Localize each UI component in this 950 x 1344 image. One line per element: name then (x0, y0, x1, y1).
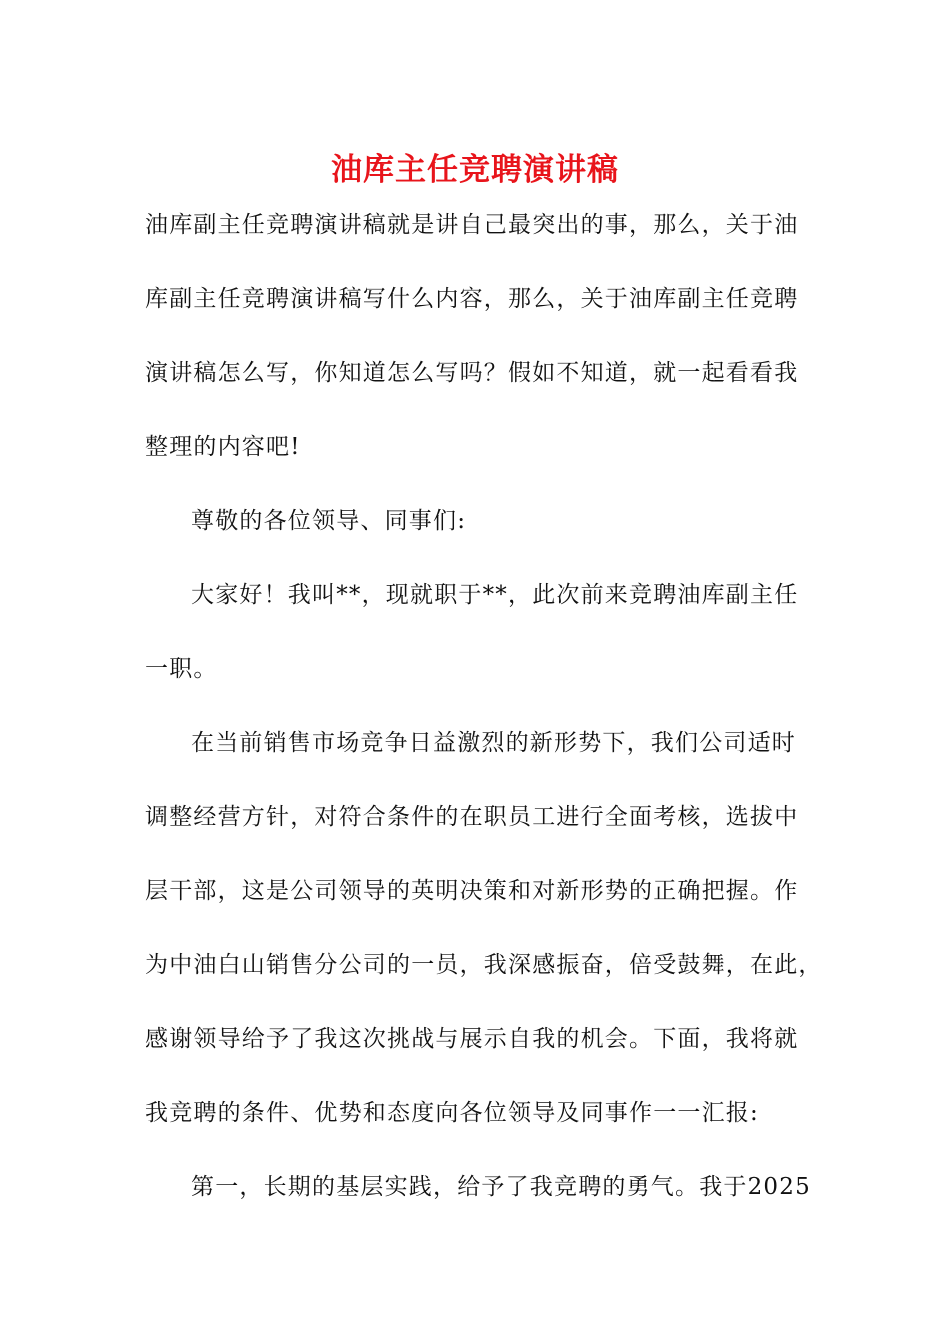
text-line: 整理的内容吧! (145, 434, 301, 460)
text-line: 感谢领导给予了我这次挑战与展示自我的机会。下面，我将就 (145, 1026, 799, 1052)
document-body (145, 188, 823, 1224)
text-line: 大家好！我叫**，现就职于**，此次前来竞聘油库副主任 (191, 582, 799, 608)
text-line: 库副主任竞聘演讲稿写什么内容，那么，关于油库副主任竞聘 (145, 286, 799, 312)
salutation-line: 尊敬的各位领导、同事们: (191, 508, 467, 534)
text-line: 演讲稿怎么写，你知道怎么写吗？假如不知道，就一起看看我 (145, 360, 799, 386)
text-line: 为中油白山销售分公司的一员，我深感振奋，倍受鼓舞，在此， (145, 952, 823, 978)
text-line: 调整经营方针，对符合条件的在职员工进行全面考核，选拔中 (145, 804, 799, 830)
text-line: 我竞聘的条件、优势和态度向各位领导及同事作一一汇报: (145, 1100, 759, 1126)
text-line: 在当前销售市场竞争日益激烈的新形势下，我们公司适时 (191, 730, 796, 756)
text-line: 第一，长期的基层实践，给予了我竞聘的勇气。我于2025 (191, 1174, 811, 1200)
document-title: 油库主任竞聘演讲稿 (331, 152, 619, 188)
text-line: 层干部，这是公司领导的英明决策和对新形势的正确把握。作 (145, 878, 799, 904)
text-line: 一职。 (145, 656, 218, 682)
text-line: 油库副主任竞聘演讲稿就是讲自己最突出的事，那么，关于油 (145, 212, 799, 238)
